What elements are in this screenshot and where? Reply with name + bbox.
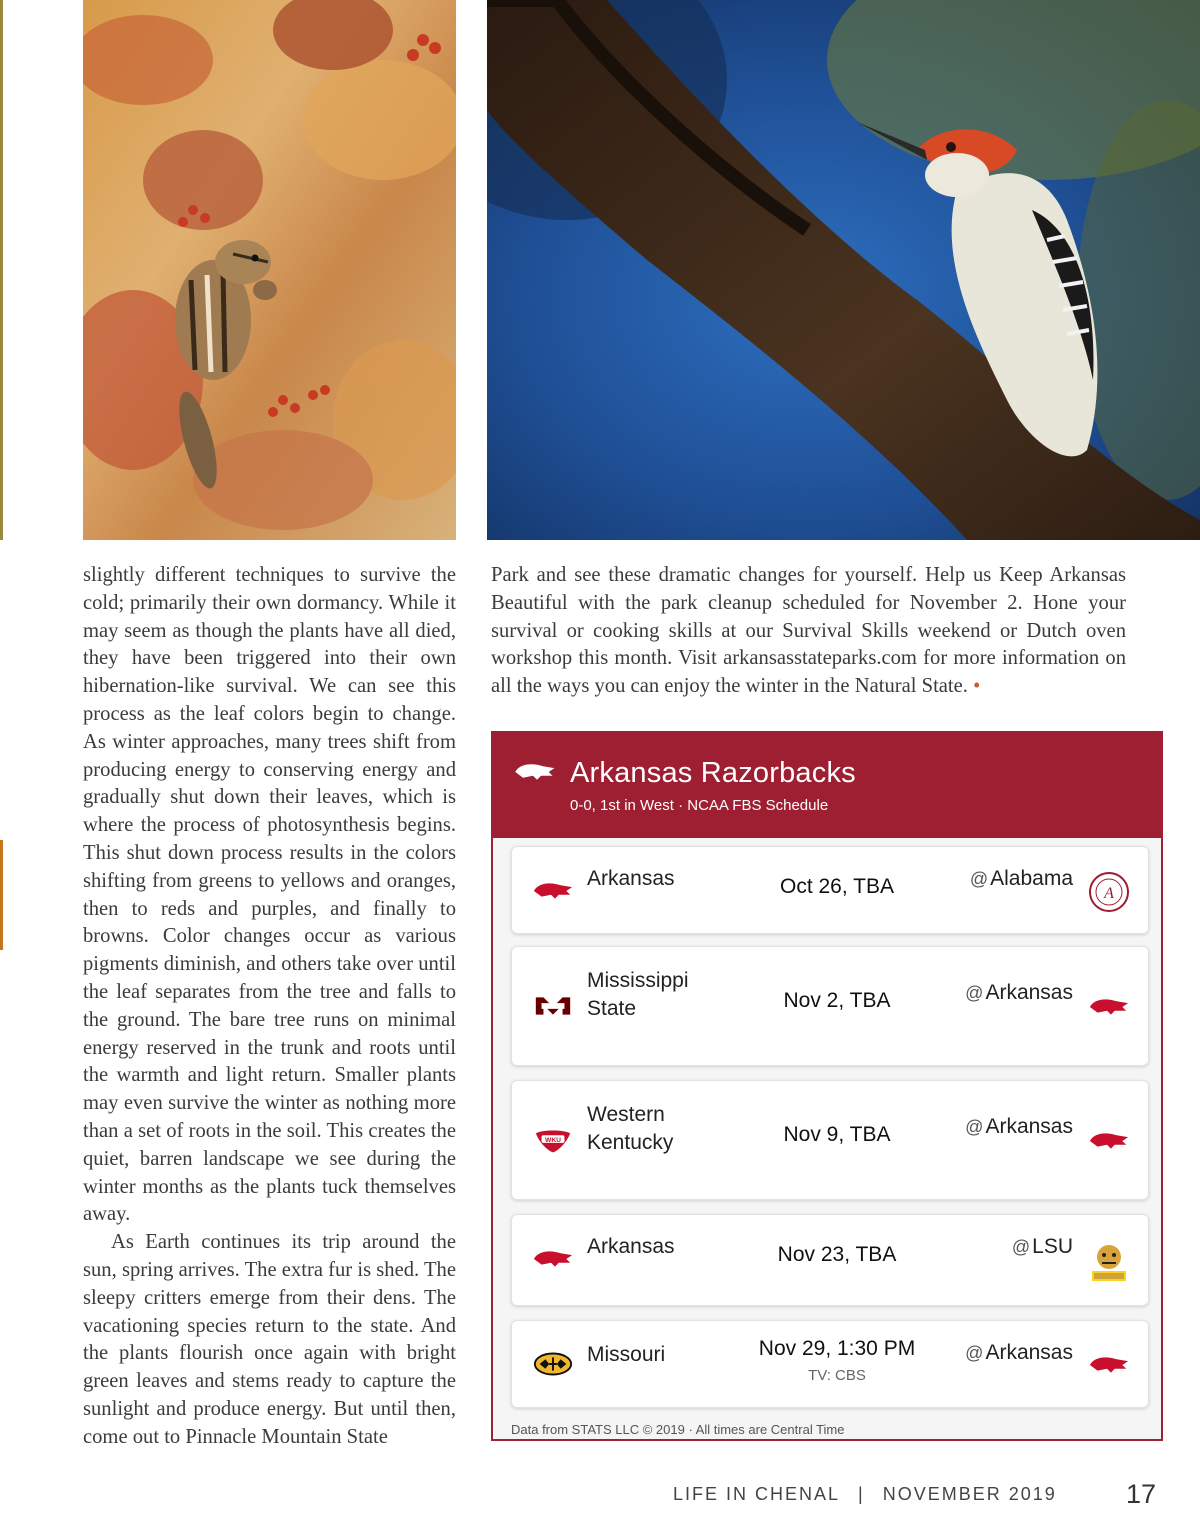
alabama-logo-icon	[1088, 871, 1130, 913]
opponent-name: Arkansas	[985, 1115, 1073, 1138]
schedule-title: Arkansas Razorbacks	[570, 757, 856, 789]
publication-name: LIFE IN CHENAL	[673, 1484, 841, 1504]
schedule-footer: Data from STATS LLC © 2019 · All times are Central Time	[511, 1422, 845, 1437]
opponent	[970, 867, 1073, 891]
article-paragraph-text: Park and see these dramatic changes for yourself. Help us Keep Arkansas Beautiful with the park cleanup scheduled for November 2. Hone your survival or cooking skills at our Survival Skills weekend or Dutch oven workshop this month. Visit arkansasstateparks.com for more information on all the ways you can enjoy the winter in the Natural State.	[491, 564, 1126, 698]
missouri-logo-icon	[532, 1351, 574, 1377]
opponent-name: Arkansas	[985, 981, 1073, 1004]
svg-text:WKU: WKU	[545, 1136, 561, 1144]
game-row[interactable]	[511, 1214, 1149, 1306]
opponent-name: Arkansas	[985, 1341, 1073, 1364]
article-paragraph: slightly different techniques to survive the cold; primarily their own dormancy. While it may seem as though the plants have all died, they have been triggered into their own hibernation-like survival. We can see this process as the leaf colors begin to change. As winter approaches, many trees shift from producing energy to conserving energy and gradually shut down their leaves, which is where the process of photosynthesis begins. This shut down process results in the colors shifting from greens to yellows and oranges, then to reds and purples, and finally to browns. Color changes occur as various pigments diminish, and others take over until the leaf separates from the tree and falls to the ground. The bare tree runs on minimal energy reserved in the trunk and roots until the warmth and light return. Smaller plants may even survive the winter as nothing more than a set of roots in the soil. This creates the quiet, barren landscape we see during the winter months as the plants tuck themselves away.	[83, 564, 456, 1226]
team-name: Missouri	[587, 1343, 666, 1366]
game-date: Nov 29, 1:30 PM	[758, 1337, 916, 1360]
game-row[interactable]	[511, 846, 1149, 934]
game-date: Nov 2, TBA	[783, 989, 891, 1012]
razorback-logo-icon	[1088, 1351, 1130, 1377]
game-row[interactable]	[511, 1080, 1149, 1200]
game-row[interactable]	[511, 946, 1149, 1066]
razorback-logo-icon	[532, 1245, 574, 1271]
schedule-header	[493, 733, 1161, 838]
game-row[interactable]	[511, 1320, 1149, 1408]
article-right-column	[491, 562, 1126, 701]
at-symbol: @	[965, 1343, 984, 1363]
schedule-subtitle: 0-0, 1st in West · NCAA FBS Schedule	[570, 797, 829, 814]
opponent	[965, 1341, 1073, 1365]
edge-strip-bottom	[0, 840, 3, 950]
chipmunk-photo	[83, 0, 456, 540]
razorback-logo-icon	[1088, 1127, 1130, 1153]
footer-separator: |	[858, 1484, 865, 1504]
edge-strip-top	[0, 0, 3, 540]
opponent	[965, 981, 1073, 1005]
opponent	[965, 1115, 1073, 1139]
opponent-name: Alabama	[990, 867, 1073, 890]
page-number: 17	[1126, 1479, 1157, 1509]
at-symbol: @	[965, 983, 984, 1003]
wku-logo-icon	[532, 1125, 574, 1155]
lsu-logo-icon	[1088, 1241, 1130, 1283]
at-symbol: @	[1011, 1237, 1031, 1257]
game-date: Nov 23, TBA	[777, 1243, 897, 1266]
opponent	[1012, 1235, 1073, 1259]
schedule-list	[493, 838, 1161, 1439]
team-name: Arkansas	[587, 1235, 675, 1258]
razorback-logo-icon	[1088, 993, 1130, 1019]
opponent-name: LSU	[1032, 1235, 1073, 1258]
woodpecker-photo	[487, 0, 1200, 540]
at-symbol: @	[965, 1117, 984, 1137]
article-paragraph: As Earth continues its trip around the sun, spring arrives. The extra fur is shed. The sleepy critters emerge from their dens. The vacationing species return to the state. And the plants flourish once again with bright green leaves and stems ready to capture the sunlight and produce energy. But until then, come out to Pinnacle Mountain State	[83, 1231, 456, 1448]
page-footer	[673, 1484, 1057, 1505]
mississippi-state-logo-icon	[532, 993, 574, 1019]
game-date: Nov 9, TBA	[783, 1123, 891, 1146]
end-mark: •	[973, 675, 981, 698]
at-symbol: @	[969, 869, 989, 889]
football-schedule-widget	[491, 731, 1163, 1441]
game-date: Oct 26, TBA	[780, 875, 894, 898]
tv-network: TV: CBS	[808, 1367, 866, 1384]
team-name: Western Kentucky	[587, 1103, 674, 1154]
team-name: Mississippi State	[587, 969, 689, 1020]
svg-text:A: A	[1104, 885, 1114, 902]
razorback-logo-icon	[513, 760, 557, 782]
article-paragraph	[491, 562, 1126, 701]
team-name: Arkansas	[587, 867, 675, 890]
issue-date: NOVEMBER 2019	[882, 1484, 1057, 1504]
razorback-logo-icon	[532, 877, 574, 903]
article-left-column	[83, 562, 456, 1452]
